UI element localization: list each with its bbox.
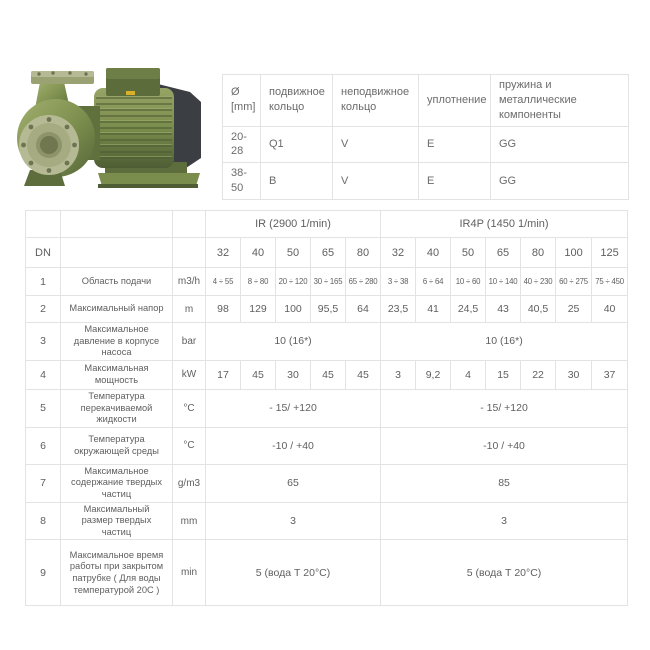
size-header-cell: 125	[592, 238, 628, 268]
merged-value-cell: 3	[381, 502, 628, 540]
value-cell: 30 ÷ 165	[311, 268, 346, 296]
value-cell: 95,5	[311, 296, 346, 323]
value-cell: 4	[451, 360, 486, 389]
value-cell: 45	[311, 360, 346, 389]
seal-cell: E	[419, 126, 491, 163]
value-cell: 45	[346, 360, 381, 389]
merged-value-cell: -10 / +40	[206, 427, 381, 464]
table-row	[223, 126, 629, 163]
param-name: Область подачи	[61, 268, 173, 296]
value-cell: 75 ÷ 450	[592, 268, 628, 296]
value-cell: 41	[416, 296, 451, 323]
merged-value-cell: 5 (вода Т 20°C)	[206, 540, 381, 606]
value-cell: 20 ÷ 120	[276, 268, 311, 296]
empty-cell	[173, 238, 206, 268]
merged-value-cell: 5 (вода Т 20°C)	[381, 540, 628, 606]
size-header-cell: 65	[486, 238, 521, 268]
seal-cell: V	[333, 126, 419, 163]
value-cell: 45	[241, 360, 276, 389]
param-name: Температура окружающей среды	[61, 427, 173, 464]
row-number: 3	[26, 323, 61, 361]
seal-table	[222, 74, 629, 200]
seal-cell: GG	[491, 126, 629, 163]
size-header-cell: 40	[241, 238, 276, 268]
value-cell: 30	[276, 360, 311, 389]
value-cell: 23,5	[381, 296, 416, 323]
value-cell: 98	[206, 296, 241, 323]
seal-cell: V	[333, 163, 419, 200]
merged-value-cell: - 15/ +120	[381, 389, 628, 427]
size-header-cell: 80	[521, 238, 556, 268]
seal-cell: 38-50	[223, 163, 261, 200]
value-cell: 100	[276, 296, 311, 323]
value-cell: 15	[486, 360, 521, 389]
empty-cell	[173, 211, 206, 238]
row-number: 9	[26, 540, 61, 606]
value-cell: 37	[592, 360, 628, 389]
value-cell: 40	[592, 296, 628, 323]
empty-cell	[26, 211, 61, 238]
row-number: 6	[26, 427, 61, 464]
value-cell: 24,5	[451, 296, 486, 323]
size-header-cell: 50	[276, 238, 311, 268]
size-header-cell: 32	[381, 238, 416, 268]
table-row	[26, 389, 628, 427]
table-row	[26, 427, 628, 464]
table-row	[26, 540, 628, 606]
spec-size-header-row	[26, 238, 628, 268]
value-cell: 3 ÷ 38	[381, 268, 416, 296]
row-number: 8	[26, 502, 61, 540]
row-number: 5	[26, 389, 61, 427]
value-cell: 22	[521, 360, 556, 389]
param-name: Максимальная мощность	[61, 360, 173, 389]
empty-cell	[61, 211, 173, 238]
terminal-box-shape	[106, 68, 160, 96]
merged-value-cell: 10 (16*)	[381, 323, 628, 361]
param-name: Максимальный напор	[61, 296, 173, 323]
row-number: 4	[26, 360, 61, 389]
unit-cell: g/m3	[173, 464, 206, 502]
seal-cell: B	[261, 163, 333, 200]
unit-cell: m3/h	[173, 268, 206, 296]
seal-header-row	[223, 75, 629, 127]
row-number: 7	[26, 464, 61, 502]
value-cell: 10 ÷ 140	[486, 268, 521, 296]
unit-cell: mm	[173, 502, 206, 540]
table-row	[26, 502, 628, 540]
table-row	[223, 163, 629, 200]
size-header-cell: 40	[416, 238, 451, 268]
row-number: 1	[26, 268, 61, 296]
param-name: Максимальное давление в корпусе насоса	[61, 323, 173, 361]
value-cell: 25	[556, 296, 592, 323]
param-name: Максимальное время работы при закрытом патрубке ( Для воды температурой 20С )	[61, 540, 173, 606]
table-row	[26, 464, 628, 502]
empty-cell	[61, 238, 173, 268]
param-name: Максимальное содержание твердых частиц	[61, 464, 173, 502]
merged-value-cell: 3	[206, 502, 381, 540]
unit-cell: °C	[173, 427, 206, 464]
value-cell: 129	[241, 296, 276, 323]
table-row	[26, 296, 628, 323]
group-header-ir4p: IR4P (1450 1/min)	[381, 211, 628, 238]
motor-body-shape	[94, 88, 174, 168]
seal-col-header-seal: уплотнение	[419, 75, 491, 127]
seal-col-header-rotating-ring: подвижное кольцо	[261, 75, 333, 127]
unit-cell: kW	[173, 360, 206, 389]
value-cell: 10 ÷ 60	[451, 268, 486, 296]
table-row	[26, 360, 628, 389]
spec-group-header-row	[26, 211, 628, 238]
pump-image	[8, 60, 216, 198]
seal-col-header-stationary-ring: неподвижное кольцо	[333, 75, 419, 127]
seal-cell: GG	[491, 163, 629, 200]
size-header-cell: 65	[311, 238, 346, 268]
merged-value-cell: 85	[381, 464, 628, 502]
group-header-ir: IR (2900 1/min)	[206, 211, 381, 238]
size-header-cell: 100	[556, 238, 592, 268]
value-cell: 8 ÷ 80	[241, 268, 276, 296]
table-row	[26, 323, 628, 361]
unit-cell: bar	[173, 323, 206, 361]
value-cell: 3	[381, 360, 416, 389]
value-cell: 40,5	[521, 296, 556, 323]
size-header-cell: 80	[346, 238, 381, 268]
row-number: 2	[26, 296, 61, 323]
seal-col-header-spring: пружина и металлические компоненты	[491, 75, 629, 127]
value-cell: 4 ÷ 55	[206, 268, 241, 296]
value-cell: 43	[486, 296, 521, 323]
seal-cell: Q1	[261, 126, 333, 163]
value-cell: 65 ÷ 280	[346, 268, 381, 296]
spec-table	[25, 210, 628, 606]
value-cell: 64	[346, 296, 381, 323]
merged-value-cell: 10 (16*)	[206, 323, 381, 361]
seal-cell: 20-28	[223, 126, 261, 163]
value-cell: 9,2	[416, 360, 451, 389]
value-cell: 17	[206, 360, 241, 389]
param-name: Максимальный размер твердых частиц	[61, 502, 173, 540]
value-cell: 40 ÷ 230	[521, 268, 556, 296]
unit-cell: °C	[173, 389, 206, 427]
size-header-cell: 50	[451, 238, 486, 268]
unit-cell: min	[173, 540, 206, 606]
value-cell: 6 ÷ 64	[416, 268, 451, 296]
seal-cell: E	[419, 163, 491, 200]
seal-col-header-diameter: Ø [mm]	[223, 75, 261, 127]
unit-cell: m	[173, 296, 206, 323]
merged-value-cell: -10 / +40	[381, 427, 628, 464]
dn-label: DN	[26, 238, 61, 268]
value-cell: 30	[556, 360, 592, 389]
merged-value-cell: 65	[206, 464, 381, 502]
front-flange-shape	[19, 115, 79, 175]
size-header-cell: 32	[206, 238, 241, 268]
merged-value-cell: - 15/ +120	[206, 389, 381, 427]
table-row	[26, 268, 628, 296]
param-name: Температура перекачиваемой жидкости	[61, 389, 173, 427]
value-cell: 60 ÷ 275	[556, 268, 592, 296]
